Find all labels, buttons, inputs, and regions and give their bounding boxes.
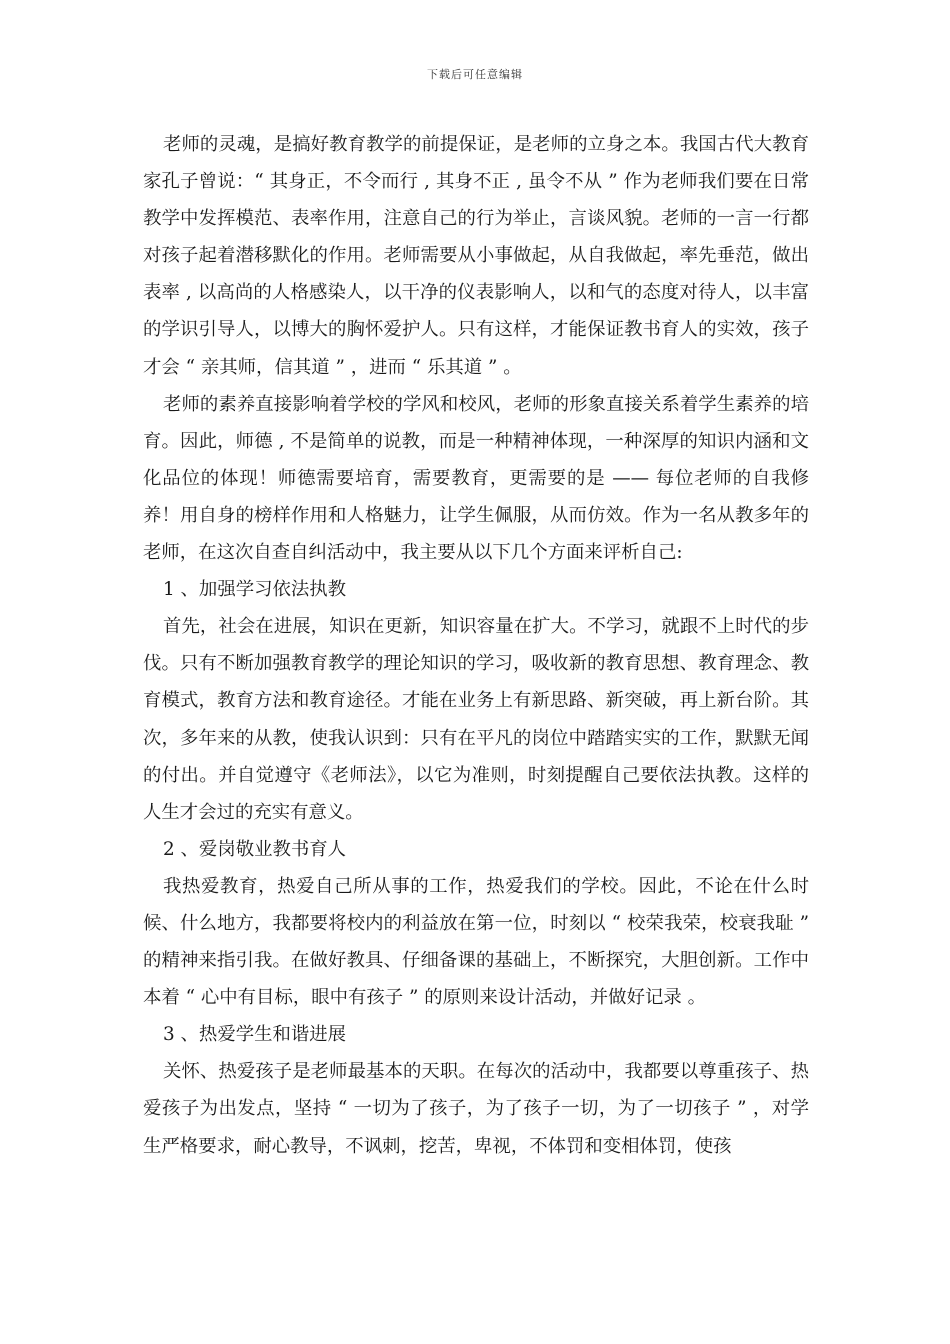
paragraph-4: 我热爱教育，热爱自己所从事的工作，热爱我们的学校。因此，不论在什么时候、什么地方，我都要将校内的利益放在第一位，时刻以 “ 校荣我荣，校衰我耻 ” 的精神来指引我。在做好教具、仔细备课的基础上，不断探究，大胆创新。工作中本着 “ 心中有目标，眼中有孩子 ” 的原则来设计活动，并做好记录 。 [143,875,809,1009]
section-heading-3: 3 、热爱学生和谐进展 [163,1024,347,1046]
paragraph-2: 老师的素养直接影响着学校的学风和校风，老师的形象直接关系着学生素养的培育。因此，师德 , 不是简单的说教，而是一种精神体现，一种深厚的知识内涵和文化品位的体现！师德需要培育，需要教育，更需要的是 —— 每位老师的自我修养！用自身的榜样作用和人格魅力，让学生佩服，从而仿效。作为一名从教多年的老师，在这次自查自纠活动中，我主要从以下几个方面来评析自己: [143,393,809,564]
page-header: 下载后可任意编辑 [427,68,523,81]
paragraph-3: 首先，社会在进展，知识在更新，知识容量在扩大。不学习，就跟不上时代的步伐。只有不断加强教育教学的理论知识的学习，吸收新的教育思想、教育理念、教育模式，教育方法和教育途径。才能在业务上有新思路、新突破，再上新台阶。其次，多年来的从教，使我认识到：只有在平凡的岗位中踏踏实实的工作，默默无闻的付出。并自觉遵守《老师法》，以它为准则，时刻提醒自己要依法执教。这样的人生才会过的充实有意义。 [143,616,809,823]
section-heading-1: 1 、加强学习依法执教 [163,579,347,601]
paragraph-5: 关怀、热爱孩子是老师最基本的天职。在每次的活动中，我都要以尊重孩子、热爱孩子为出发点，坚持 “ 一切为了孩子，为了孩子一切，为了一切孩子 ” ，对学生严格要求，耐心教导，不讽刺，挖苦，卑视，不体罚和变相体罚，使孩 [143,1061,809,1157]
document-body [143,126,809,1165]
section-heading-2: 2 、爱岗敬业教书育人 [163,838,347,860]
paragraph-1: 老师的灵魂，是搞好教育教学的前提保证，是老师的立身之本。我国古代大教育家孔子曾说：“ 其身正，不令而行 , 其身不正 , 虽令不从 ” 作为老师我们要在日常教学中发挥模范、表率作用，注意自己的行为举止，言谈风貌。老师的一言一行都对孩子起着潜移默化的作用。老师需要从小事做起，从自我做起，率先垂范，做出表率 , 以高尚的人格感染人，以干净的仪表影响人，以和气的态度对待人，以丰富的学识引导人，以博大的胸怀爱护人。只有这样，才能保证教书育人的实效，孩子才会 “ 亲其师，信其道 ” ，进而 “ 乐其道 ” 。 [143,134,809,378]
